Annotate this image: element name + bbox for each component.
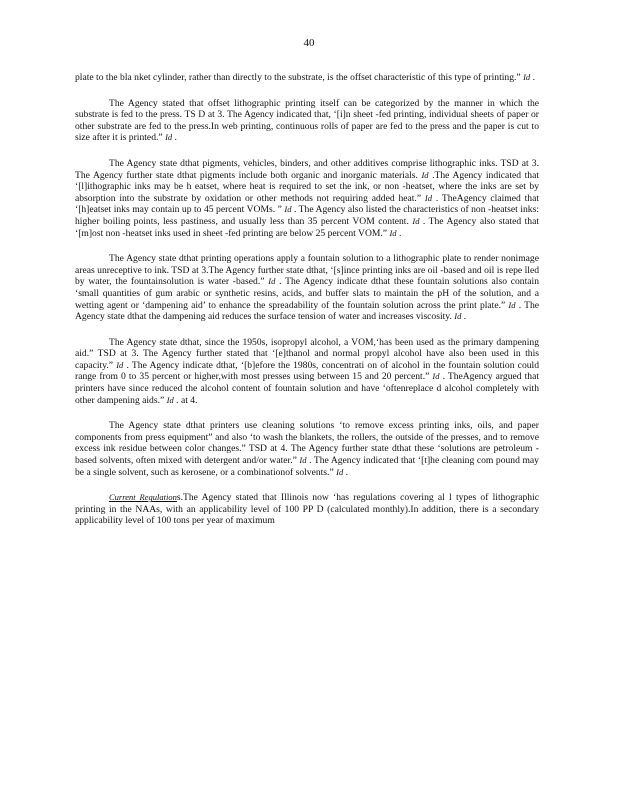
paragraph-5: The Agency state dthat, since the 1950s, isopropyl alcohol, a VOM,‘has been used as the primary dampening aid.” TSD at 3. The Agency further stated that ‘[e]thanol and normal propyl alcohol have also been used in this capacity.” Id . The Agency indicate dthat, ‘[b]efore the 1980s, concentrati on of alcohol in the fountain solution could range from 0 to 35 percent or higher,with most presses using between 15 and 20 percent.” Id . TheAgency argued that printers have since reduced the alcohol content of fountain solution and have ‘oftenreplace d alcohol completely with other dampening aids.” Id . at 4. [75,336,540,406]
paragraph-4: The Agency state dthat printing operations apply a fountain solution to a lithographic plate to render nonimage areas unreceptive to ink. TSD at 3.The Agency further state dthat, ‘[s]ince printing inks are oil -based and oil is repe lled by water, the fountainsolution is water -based.” Id . The Agency indicate dthat these fountain solutions also contain ‘small quantities of gum arabic or synthetic resins, acids, and buffer slats to maintain the pH of the solution, and a wetting agent or ‘dampening aid’ to enhance the spreadability of the fountain solution across the print plate.” Id . The Agency state dthat the dampening aid reduces the surface tension of water and increases viscosity. Id . [75,253,540,323]
id-citation: Id [412,215,420,226]
id-citation: Id [421,169,429,180]
id-citation: Id [424,192,432,203]
id-citation: Id [165,132,173,143]
id-citation: Id [336,466,344,477]
paragraph-3: The Agency state dthat pigments, vehicles, binders, and other additives comprise lithographic inks. TSD at 3. The Agency further state dthat pigments include both organic and inorganic materials. Id .The Agency indicated that ‘[l]ithographic inks may be h eatset, where heat is required to set the ink, or non -heatset, where the inks are set by absorption into the substrate by oxidation or other methods not requiring added heat.” Id . TheAgency claimed that ‘[h]eatset inks may contain up to 45 percent VOMs. ” Id . The Agency also listed the characteristics of non -heatset inks: higher boiling points, less pastiness, and usually less than 35 percent VOM content. Id . The Agency also stated that ‘[m]ost non -heatset inks used in sheet -fed printing are below 25 percent VOM.” Id . [75,157,539,239]
paragraph-1: plate to the bla nket cylinder, rather than directly to the substrate, is the offset characteristic of this type of printing.” Id . [75,72,535,83]
id-citation: Id [284,204,292,215]
id-citation: Id [268,276,276,287]
id-citation: Id [508,299,516,310]
paragraph-2: The Agency stated that offset lithographic printing itself can be categorized by the manner in which the substrate is fed to the press. TS D at 3. The Agency indicated that, ‘[i]n sheet -fed printing, individual sheets of paper or other substrate are fed to the press.In web printing, continuous rolls of paper are fed to the press and the paper is cut to size after it is printed.” Id . [75,97,539,144]
id-citation: Id [454,311,462,322]
id-citation: Id [299,455,307,466]
id-citation: Id [166,394,174,405]
id-citation: Id [523,72,531,82]
id-citation: Id [389,227,397,238]
paragraph-7: Current Regulations.The Agency stated that Illinois now ‘has regulations covering al l types of lithographic printing in the NAAs, with an applicability level of 100 PP D (calculated monthly).In addition, there is a secondary applicability level of 100 tons per year of maximum [75,492,539,527]
id-citation: Id [432,371,440,382]
section-heading: Current Regulation [109,492,177,503]
body-text [75,72,539,541]
id-citation: Id [116,359,124,370]
page-number: 40 [303,37,315,49]
paragraph-6: The Agency state dthat printers use cleaning solutions ‘to remove excess printing inks, oils, and paper components from press equipment” and also ‘to wash the blankets, the rollers, the outside of the presses, and to remove excess ink residue between color changes.” TSD at 4. The Agency further state dthat these ‘solutions are petroleum - based solvents, often mixed with detergent and/or water.” Id . The Agency indicated that ‘[t]he cleaning com pound may be a single solvent, such as kerosene, or a combinationof solvents.” Id . [75,420,539,478]
